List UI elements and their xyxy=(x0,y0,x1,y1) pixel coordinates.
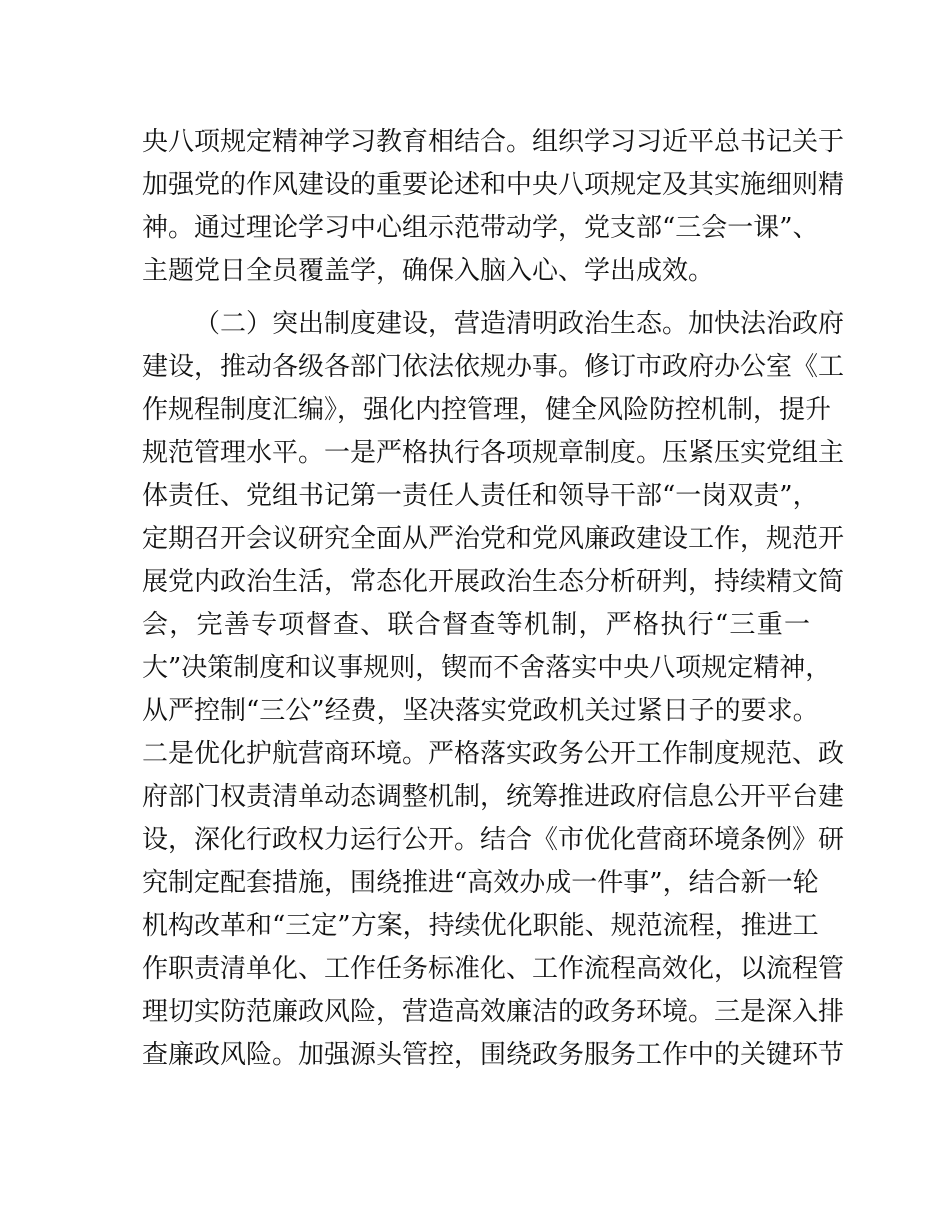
paragraph-line: 展党内政治生活，常态化开展政治生态分析研判，持续精文简 xyxy=(142,567,845,597)
paragraph-line: 央八项规定精神学习教育相结合。组织学习习近平总书记关于 xyxy=(142,127,845,157)
paragraph-line: 理切实防范廉政风险，营造高效廉洁的政务环境。三是深入排 xyxy=(142,997,845,1027)
paragraph-line: （二）突出制度建设，营造清明政治生态。加快法治政府 xyxy=(194,309,845,339)
paragraph-line: 会，完善专项督查、联合督查等机制，严格执行“三重一 xyxy=(142,610,810,640)
paragraph-line: 定期召开会议研究全面从严治党和党风廉政建设工作，规范开 xyxy=(142,524,845,554)
paragraph-line: 从严控制“三公”经费，坚决落实党政机关过紧日子的要求。 xyxy=(142,696,819,726)
paragraph-line: 大”决策制度和议事规则，锲而不舍落实中央八项规定精神， xyxy=(142,653,832,683)
paragraph-line: 主题党日全员覆盖学，确保入脑入心、学出成效。 xyxy=(142,256,715,286)
paragraph-line: 神。通过理论学习中心组示范带动学，党支部“三会一课”、 xyxy=(142,213,819,243)
paragraph-line: 设，深化行政权力运行公开。结合《市优化营商环境条例》研 xyxy=(142,825,845,855)
paragraph-2 xyxy=(142,303,845,1077)
paragraph-line: 作职责清单化、工作任务标准化、工作流程高效化，以流程管 xyxy=(142,954,845,984)
paragraph-line: 查廉政风险。加强源头管控，围绕政务服务工作中的关键环节 xyxy=(142,1040,845,1070)
paragraph-1 xyxy=(142,121,845,293)
paragraph-line: 规范管理水平。一是严格执行各项规章制度。压紧压实党组主 xyxy=(142,438,845,468)
paragraph-line: 二是优化护航营商环境。严格落实政务公开工作制度规范、政 xyxy=(142,739,845,769)
paragraph-line: 府部门权责清单动态调整机制，统筹推进政府信息公开平台建 xyxy=(142,782,845,812)
paragraph-line: 加强党的作风建设的重要论述和中央八项规定及其实施细则精 xyxy=(142,170,845,200)
paragraph-line: 体责任、党组书记第一责任人责任和领导干部“一岗双责”， xyxy=(142,481,819,511)
paragraph-line: 建设，推动各级各部门依法依规办事。修订市政府办公室《工 xyxy=(142,352,845,382)
paragraph-line: 作规程制度汇编》，强化内控管理，健全风险防控机制，提升 xyxy=(142,395,832,425)
paragraph-line: 究制定配套措施，围绕推进“高效办成一件事”，结合新一轮 xyxy=(142,868,819,898)
paragraph-line: 机构改革和“三定”方案，持续优化职能、规范流程，推进工 xyxy=(142,911,819,941)
